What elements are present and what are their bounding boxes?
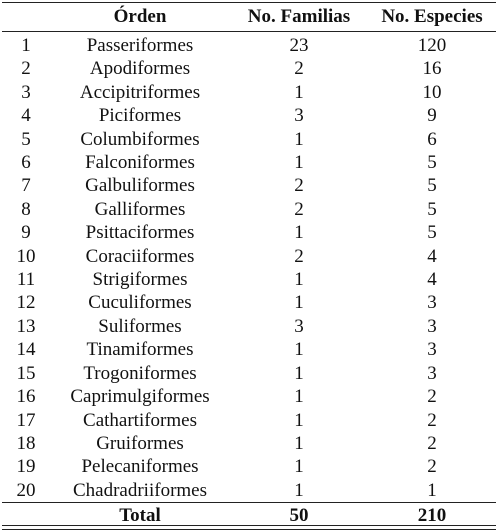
row-orden: Cuculiformes bbox=[88, 292, 192, 314]
row-index: 8 bbox=[21, 198, 31, 220]
header-familias: No. Familias bbox=[247, 6, 351, 27]
row-especies: 10 bbox=[422, 81, 442, 103]
header-especies: No. Especies bbox=[381, 6, 483, 27]
row-familias: 1 bbox=[294, 81, 304, 103]
row-index: 20 bbox=[16, 479, 36, 501]
row-orden: Tinamiformes bbox=[86, 339, 194, 361]
row-orden: Passeriformes bbox=[86, 35, 194, 56]
row-especies: 5 bbox=[427, 175, 437, 197]
table-row bbox=[2, 245, 496, 268]
row-familias: 2 bbox=[294, 245, 304, 267]
row-familias: 1 bbox=[294, 292, 304, 314]
row-orden: Pelecaniformes bbox=[81, 456, 199, 478]
row-especies: 4 bbox=[427, 269, 437, 291]
row-index: 10 bbox=[16, 245, 36, 267]
row-index: 3 bbox=[21, 81, 31, 103]
row-especies: 120 bbox=[417, 35, 447, 56]
row-index: 6 bbox=[21, 152, 31, 174]
row-orden: Coraciiformes bbox=[85, 245, 195, 267]
row-familias: 3 bbox=[294, 315, 304, 337]
row-index: 1 bbox=[21, 35, 31, 56]
row-familias: 1 bbox=[294, 152, 304, 174]
bird-orders-table bbox=[2, 2, 496, 530]
row-especies: 6 bbox=[427, 128, 437, 150]
row-familias: 1 bbox=[294, 409, 304, 431]
table-row bbox=[2, 151, 496, 174]
row-familias: 2 bbox=[294, 58, 304, 80]
row-index: 16 bbox=[16, 386, 36, 408]
row-index: 4 bbox=[21, 105, 31, 127]
total-label: Total bbox=[119, 505, 161, 527]
table-row bbox=[2, 432, 496, 455]
table-row bbox=[2, 57, 496, 80]
row-familias: 1 bbox=[294, 362, 304, 384]
table-row bbox=[2, 268, 496, 291]
row-index: 15 bbox=[16, 362, 36, 384]
row-orden: Gruiformes bbox=[96, 432, 184, 454]
table-row bbox=[2, 409, 496, 432]
table-row bbox=[2, 104, 496, 127]
row-familias: 1 bbox=[294, 432, 304, 454]
row-especies: 5 bbox=[427, 222, 437, 244]
row-familias: 1 bbox=[294, 222, 304, 244]
row-index: 2 bbox=[21, 58, 31, 80]
bottom-rule bbox=[2, 525, 496, 526]
row-especies: 2 bbox=[427, 432, 437, 454]
row-familias: 1 bbox=[294, 479, 304, 501]
row-orden: Strigiformes bbox=[92, 269, 188, 291]
row-index: 12 bbox=[16, 292, 36, 314]
table-row bbox=[2, 455, 496, 478]
row-orden: Suliformes bbox=[98, 315, 182, 337]
row-orden: Psittaciformes bbox=[85, 222, 195, 244]
row-orden: Piciformes bbox=[98, 105, 182, 127]
row-index: 7 bbox=[21, 175, 31, 197]
row-orden: Falconiformes bbox=[85, 152, 195, 174]
row-especies: 2 bbox=[427, 456, 437, 478]
row-especies: 3 bbox=[427, 315, 437, 337]
table-row bbox=[2, 315, 496, 338]
row-index: 19 bbox=[16, 456, 36, 478]
row-orden: Galbuliformes bbox=[85, 175, 195, 197]
row-orden: Columbiformes bbox=[80, 128, 200, 150]
header-orden: Órden bbox=[113, 6, 167, 27]
table-row bbox=[2, 291, 496, 314]
row-index: 5 bbox=[21, 128, 31, 150]
row-index: 14 bbox=[16, 339, 36, 361]
row-especies: 1 bbox=[427, 479, 437, 501]
row-orden: Caprimulgiformes bbox=[70, 386, 210, 408]
row-index: 9 bbox=[21, 222, 31, 244]
table-row bbox=[2, 128, 496, 151]
row-especies: 16 bbox=[422, 58, 442, 80]
table-row bbox=[2, 221, 496, 244]
row-index: 11 bbox=[16, 269, 36, 291]
row-orden: Apodiformes bbox=[89, 58, 191, 80]
table-row bbox=[2, 385, 496, 408]
row-orden: Trogoniformes bbox=[83, 362, 197, 384]
row-orden: Accipitriformes bbox=[79, 81, 201, 103]
row-orden: Cathartiformes bbox=[83, 409, 197, 431]
row-familias: 23 bbox=[289, 35, 309, 56]
row-especies: 3 bbox=[427, 292, 437, 314]
row-index: 17 bbox=[16, 409, 36, 431]
row-familias: 1 bbox=[294, 339, 304, 361]
table-row bbox=[2, 81, 496, 104]
row-especies: 5 bbox=[427, 198, 437, 220]
row-especies: 9 bbox=[427, 105, 437, 127]
table-row bbox=[2, 174, 496, 197]
table-row bbox=[2, 362, 496, 385]
table-row bbox=[2, 338, 496, 361]
table-row bbox=[2, 198, 496, 221]
row-especies: 4 bbox=[427, 245, 437, 267]
row-familias: 1 bbox=[294, 128, 304, 150]
row-especies: 3 bbox=[427, 339, 437, 361]
row-familias: 2 bbox=[294, 175, 304, 197]
row-familias: 2 bbox=[294, 198, 304, 220]
row-familias: 1 bbox=[294, 456, 304, 478]
table-body bbox=[2, 32, 496, 503]
row-orden: Galliformes bbox=[94, 198, 186, 220]
row-especies: 2 bbox=[427, 386, 437, 408]
row-familias: 1 bbox=[294, 386, 304, 408]
row-index: 18 bbox=[16, 432, 36, 454]
row-especies: 2 bbox=[427, 409, 437, 431]
row-index: 13 bbox=[16, 315, 36, 337]
row-familias: 3 bbox=[294, 105, 304, 127]
header-index bbox=[2, 3, 50, 32]
row-familias: 1 bbox=[294, 269, 304, 291]
table-row bbox=[2, 32, 496, 58]
row-orden: Chadradriiformes bbox=[72, 479, 207, 501]
total-especies: 210 bbox=[417, 505, 447, 527]
row-especies: 5 bbox=[427, 152, 437, 174]
header-row bbox=[2, 3, 496, 32]
row-especies: 3 bbox=[427, 362, 437, 384]
table-row bbox=[2, 479, 496, 503]
total-familias: 50 bbox=[289, 505, 309, 527]
